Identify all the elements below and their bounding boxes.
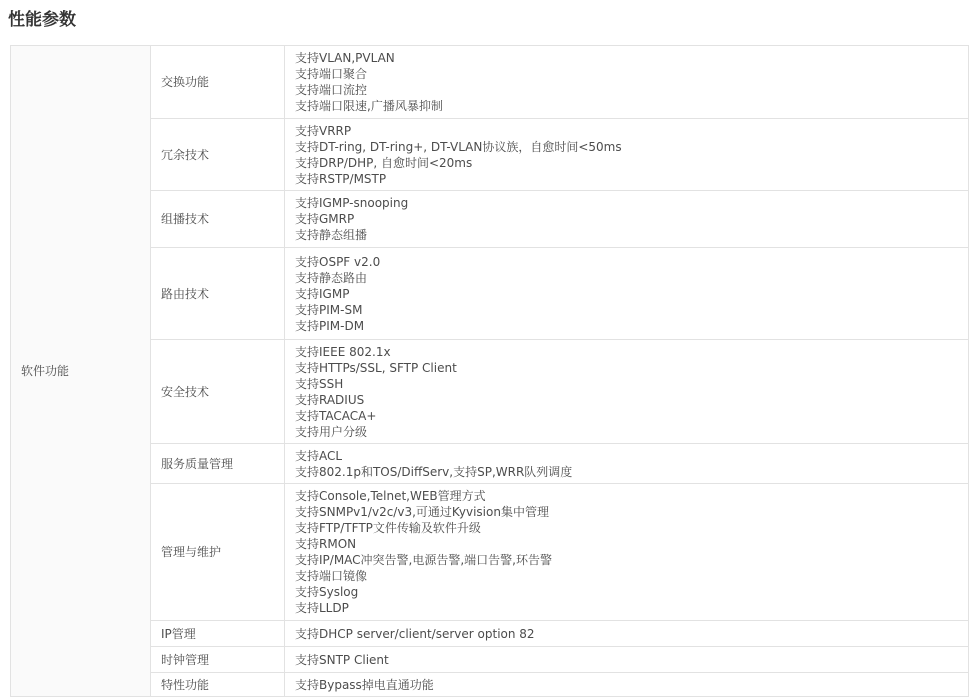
value-line: 支持RSTP/MSTP xyxy=(295,171,387,186)
value-line: 支持端口流控 xyxy=(295,83,368,97)
value-cell xyxy=(285,248,969,340)
category-cell xyxy=(151,484,285,621)
spec-table xyxy=(10,45,969,697)
software-group-label: 软件功能 xyxy=(21,364,70,378)
category-cell xyxy=(151,248,285,340)
value-cell xyxy=(285,46,969,119)
value-line: 支持IP/MAC冲突告警,电源告警,端口告警,环告警 xyxy=(295,553,552,567)
table-row xyxy=(11,119,969,191)
table-row xyxy=(11,444,969,484)
value-line: 支持端口限速,广播风暴抑制 xyxy=(295,99,443,113)
category-label: 交换功能 xyxy=(161,75,210,89)
value-line: 支持IGMP-snooping xyxy=(295,196,409,210)
category-label: 路由技术 xyxy=(161,286,210,301)
value-line: 支持用户分级 xyxy=(295,424,368,439)
value-line: 支持Syslog xyxy=(295,585,359,599)
value-line: 支持IGMP xyxy=(295,286,350,301)
value-line: 支持SNMPv1/v2c/v3,可通过Kyvision集中管理 xyxy=(295,505,549,519)
value-line: 支持DT-ring, DT-ring+, DT-VLAN协议族，自愈时间<50ms xyxy=(295,139,622,154)
value-line: 支持FTP/TFTP文件传输及软件升级 xyxy=(295,521,481,535)
value-cell xyxy=(285,484,969,621)
table-row xyxy=(11,673,969,697)
value-line: 支持端口聚合 xyxy=(295,67,368,81)
value-line: 支持VRRP xyxy=(295,123,352,138)
value-cell xyxy=(285,673,969,697)
value-line: 支持802.1p和TOS/DiffServ,支持SP,WRR队列调度 xyxy=(295,464,573,479)
value-line: 支持TACACA+ xyxy=(295,408,377,423)
category-cell xyxy=(151,647,285,673)
value-line: 支持ACL xyxy=(295,448,343,463)
value-line: 支持DRP/DHP, 自愈时间<20ms xyxy=(295,155,473,170)
table-row xyxy=(11,46,969,119)
table-row xyxy=(11,248,969,340)
value-line: 支持Console,Telnet,WEB管理方式 xyxy=(295,489,486,503)
category-label: 特性功能 xyxy=(161,677,210,692)
value-line: 支持Bypass掉电直通功能 xyxy=(295,677,434,692)
value-line: 支持OSPF v2.0 xyxy=(295,254,381,269)
value-line: 支持静态组播 xyxy=(295,228,368,242)
value-line: 支持SSH xyxy=(295,376,344,391)
value-line: 支持PIM-SM xyxy=(295,302,363,317)
table-row xyxy=(11,340,969,444)
table-row xyxy=(11,647,969,673)
value-line: 支持RMON xyxy=(295,537,357,551)
value-line: 支持PIM-DM xyxy=(295,318,365,333)
table-row xyxy=(11,484,969,621)
page-title: 性能参数 xyxy=(8,10,76,30)
value-line: 支持IEEE 802.1x xyxy=(295,344,391,359)
value-line: 支持LLDP xyxy=(295,601,349,615)
value-cell xyxy=(285,444,969,484)
category-label: 组播技术 xyxy=(161,212,210,226)
value-line: 支持VLAN,PVLAN xyxy=(295,51,395,65)
category-label: IP管理 xyxy=(161,626,196,641)
value-line: 支持RADIUS xyxy=(295,392,365,407)
category-cell xyxy=(151,621,285,647)
value-line: 支持DHCP server/client/server option 82 xyxy=(295,626,535,641)
table-row xyxy=(11,191,969,248)
value-line: 支持GMRP xyxy=(295,212,355,226)
category-label: 冗余技术 xyxy=(161,147,210,162)
category-label: 安全技术 xyxy=(161,384,210,399)
category-cell xyxy=(151,444,285,484)
value-line: 支持HTTPs/SSL, SFTP Client xyxy=(295,360,457,375)
category-cell xyxy=(151,340,285,444)
table-row xyxy=(11,621,969,647)
value-cell xyxy=(285,340,969,444)
value-cell xyxy=(285,621,969,647)
category-label: 时钟管理 xyxy=(161,652,210,667)
software-group-cell xyxy=(11,46,151,697)
category-label: 管理与维护 xyxy=(161,545,222,559)
category-cell xyxy=(151,46,285,119)
value-cell xyxy=(285,191,969,248)
value-line: 支持SNTP Client xyxy=(295,652,389,667)
category-cell xyxy=(151,191,285,248)
value-line: 支持静态路由 xyxy=(295,270,368,285)
category-cell xyxy=(151,119,285,191)
value-cell xyxy=(285,647,969,673)
value-line: 支持端口镜像 xyxy=(295,569,368,583)
value-cell xyxy=(285,119,969,191)
category-label: 服务质量管理 xyxy=(161,456,234,471)
category-cell xyxy=(151,673,285,697)
